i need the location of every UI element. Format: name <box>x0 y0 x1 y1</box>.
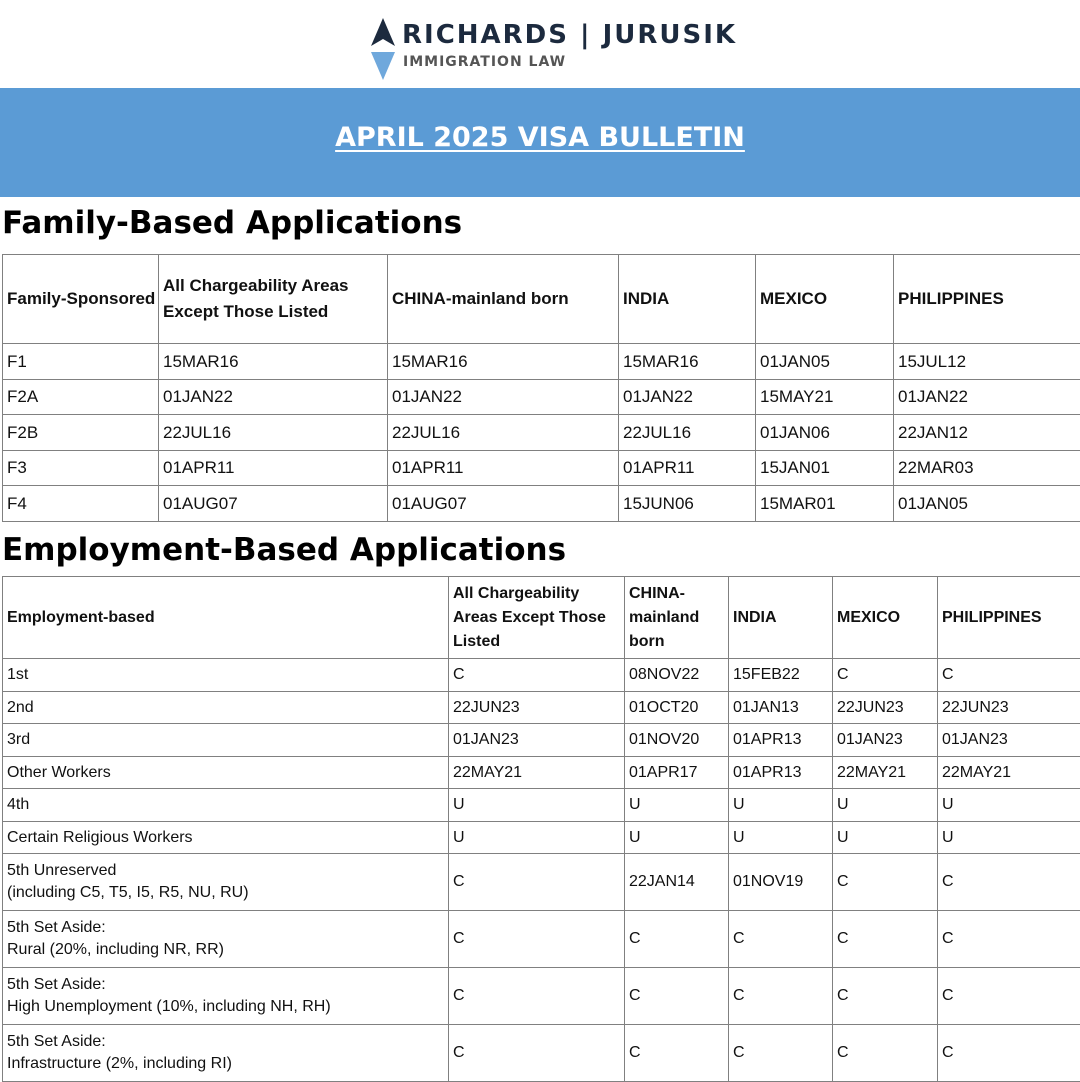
date-cell: C <box>449 854 625 911</box>
date-cell: C <box>833 659 938 692</box>
date-cell: C <box>625 911 729 968</box>
date-cell: 22JAN12 <box>894 415 1080 451</box>
row-label <box>3 1025 449 1082</box>
date-cell: 01NOV19 <box>729 854 833 911</box>
table-row <box>3 757 1080 789</box>
row-label: F4 <box>3 486 159 522</box>
date-cell: U <box>833 822 938 854</box>
family-header-all-chargeability: All Chargeability Areas Except Those Listed <box>159 255 388 344</box>
date-cell: C <box>938 854 1080 911</box>
employment-header-category: Employment-based <box>3 577 449 659</box>
date-cell: C <box>449 968 625 1025</box>
date-cell: C <box>833 854 938 911</box>
date-cell: 01APR13 <box>729 724 833 757</box>
employment-header-mexico: MEXICO <box>833 577 938 659</box>
date-cell: 01APR17 <box>625 757 729 789</box>
date-cell: 01JAN23 <box>833 724 938 757</box>
date-cell: C <box>833 911 938 968</box>
brand-name: RICHARDS | JURUSIK <box>402 20 737 50</box>
table-row <box>3 911 1080 968</box>
date-cell: 22JUL16 <box>388 415 619 451</box>
family-header-china: CHINA-mainland born <box>388 255 619 344</box>
table-row <box>3 789 1080 822</box>
date-cell: 08NOV22 <box>625 659 729 692</box>
row-label: Certain Religious Workers <box>3 822 449 854</box>
row-label-line: (including C5, T5, I5, R5, NU, RU) <box>7 882 448 904</box>
date-cell: U <box>938 822 1080 854</box>
row-label: F1 <box>3 344 159 380</box>
date-cell: 22MAY21 <box>938 757 1080 789</box>
date-cell: 15MAR01 <box>756 486 894 522</box>
date-cell: U <box>833 789 938 822</box>
logo-icon <box>371 18 395 80</box>
table-row <box>3 724 1080 757</box>
family-table <box>2 254 1080 522</box>
date-cell: C <box>833 968 938 1025</box>
date-cell: 22JAN14 <box>625 854 729 911</box>
date-cell: U <box>625 822 729 854</box>
date-cell: C <box>449 911 625 968</box>
employment-table <box>2 576 1080 1082</box>
row-label <box>3 911 449 968</box>
row-label-line: High Unemployment (10%, including NH, RH) <box>7 996 448 1018</box>
date-cell: 22MAY21 <box>833 757 938 789</box>
date-cell: C <box>449 659 625 692</box>
row-label: Other Workers <box>3 757 449 789</box>
date-cell: U <box>729 822 833 854</box>
date-cell: 15FEB22 <box>729 659 833 692</box>
table-row <box>3 451 1080 486</box>
row-label: F2A <box>3 380 159 415</box>
row-label-line: 5th Set Aside: <box>7 974 448 996</box>
employment-header-china: CHINA-mainland born <box>625 577 729 659</box>
date-cell: 01APR11 <box>619 451 756 486</box>
table-row <box>3 659 1080 692</box>
row-label-line: Rural (20%, including NR, RR) <box>7 939 448 961</box>
date-cell: 15MAY21 <box>756 380 894 415</box>
employment-header-row <box>3 577 1080 659</box>
date-cell: 22JUN23 <box>449 692 625 724</box>
date-cell: 22JUN23 <box>833 692 938 724</box>
date-cell: 22MAY21 <box>449 757 625 789</box>
date-cell: 15JUL12 <box>894 344 1080 380</box>
page-header <box>0 0 1080 88</box>
date-cell: 01AUG07 <box>159 486 388 522</box>
family-header-mexico: MEXICO <box>756 255 894 344</box>
date-cell: 15JUN06 <box>619 486 756 522</box>
date-cell: C <box>938 1025 1080 1082</box>
date-cell: 01JAN06 <box>756 415 894 451</box>
employment-header-india: INDIA <box>729 577 833 659</box>
table-row <box>3 854 1080 911</box>
date-cell: 01JAN13 <box>729 692 833 724</box>
row-label: 2nd <box>3 692 449 724</box>
date-cell: 22JUL16 <box>619 415 756 451</box>
employment-section-title: Employment-Based Applications <box>2 532 566 568</box>
date-cell: 22JUN23 <box>938 692 1080 724</box>
date-cell: 01AUG07 <box>388 486 619 522</box>
date-cell: C <box>833 1025 938 1082</box>
date-cell: C <box>729 911 833 968</box>
row-label-line: 5th Set Aside: <box>7 1031 448 1053</box>
date-cell: 01JAN23 <box>449 724 625 757</box>
date-cell: C <box>449 1025 625 1082</box>
date-cell: U <box>729 789 833 822</box>
date-cell: 01JAN22 <box>159 380 388 415</box>
table-row <box>3 692 1080 724</box>
family-header-india: INDIA <box>619 255 756 344</box>
date-cell: C <box>938 968 1080 1025</box>
employment-header-all-chargeability: All Chargeability Areas Except Those Listed <box>449 577 625 659</box>
row-label: 1st <box>3 659 449 692</box>
row-label: F2B <box>3 415 159 451</box>
date-cell: U <box>625 789 729 822</box>
row-label-line: 5th Unreserved <box>7 860 448 882</box>
date-cell: C <box>625 968 729 1025</box>
date-cell: 01JAN22 <box>894 380 1080 415</box>
date-cell: 22JUL16 <box>159 415 388 451</box>
date-cell: C <box>938 911 1080 968</box>
table-row <box>3 968 1080 1025</box>
date-cell: 01JAN23 <box>938 724 1080 757</box>
date-cell: 01APR13 <box>729 757 833 789</box>
date-cell: 01APR11 <box>159 451 388 486</box>
table-row <box>3 415 1080 451</box>
date-cell: 15MAR16 <box>388 344 619 380</box>
family-section-title: Family-Based Applications <box>2 205 462 241</box>
date-cell: C <box>938 659 1080 692</box>
family-header-row <box>3 255 1080 344</box>
table-row <box>3 822 1080 854</box>
date-cell: 01JAN05 <box>894 486 1080 522</box>
date-cell: 22MAR03 <box>894 451 1080 486</box>
table-row <box>3 1025 1080 1082</box>
date-cell: 15MAR16 <box>159 344 388 380</box>
row-label: 3rd <box>3 724 449 757</box>
date-cell: 01JAN22 <box>388 380 619 415</box>
brand-tagline: IMMIGRATION LAW <box>403 54 566 70</box>
date-cell: U <box>449 822 625 854</box>
employment-header-philippines: PHILIPPINES <box>938 577 1080 659</box>
date-cell: U <box>938 789 1080 822</box>
table-row <box>3 380 1080 415</box>
date-cell: C <box>729 1025 833 1082</box>
date-cell: C <box>625 1025 729 1082</box>
row-label-line: Infrastructure (2%, including RI) <box>7 1053 448 1075</box>
bulletin-title: APRIL 2025 VISA BULLETIN <box>0 122 1080 153</box>
date-cell: U <box>449 789 625 822</box>
row-label-line: 5th Set Aside: <box>7 917 448 939</box>
row-label <box>3 968 449 1025</box>
date-cell: 01JAN22 <box>619 380 756 415</box>
date-cell: 01NOV20 <box>625 724 729 757</box>
row-label: F3 <box>3 451 159 486</box>
family-header-category: Family-Sponsored <box>3 255 159 344</box>
date-cell: 01JAN05 <box>756 344 894 380</box>
date-cell: 15MAR16 <box>619 344 756 380</box>
date-cell: 01APR11 <box>388 451 619 486</box>
row-label <box>3 854 449 911</box>
date-cell: 01OCT20 <box>625 692 729 724</box>
table-row <box>3 486 1080 522</box>
date-cell: 15JAN01 <box>756 451 894 486</box>
date-cell: C <box>729 968 833 1025</box>
table-row <box>3 344 1080 380</box>
row-label: 4th <box>3 789 449 822</box>
family-header-philippines: PHILIPPINES <box>894 255 1080 344</box>
